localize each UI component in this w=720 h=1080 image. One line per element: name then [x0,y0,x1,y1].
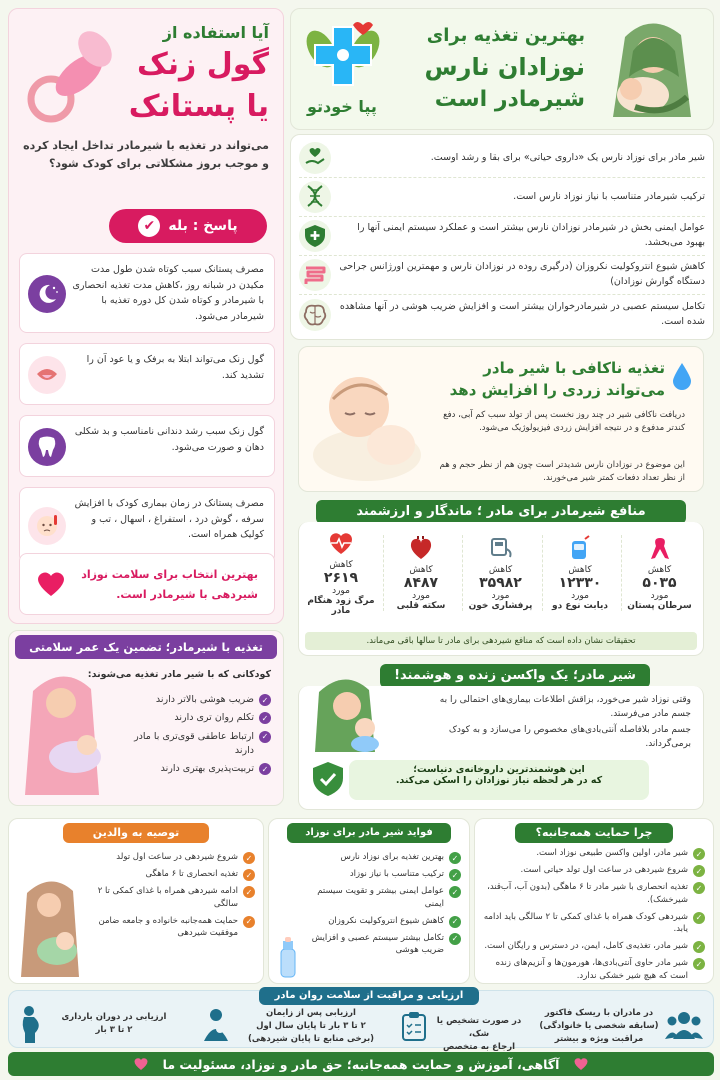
ribbon-icon [622,535,697,565]
stat-value: ۸۴۸۷ [403,575,439,591]
check-icon: ✓ [449,869,461,881]
check-list-text: شیر مادر، اولین واکسن طبیعی نوزاد است. [536,848,688,858]
check-list-item [121,711,271,725]
tooth-icon [28,428,66,466]
milk-bottle-icon [277,937,299,979]
check-list-item [309,868,461,881]
stat-item [303,530,379,616]
check-list-text: کاهش شیوع انتروکولیت نکروزان [328,915,444,926]
mother-baby-illustration [595,17,707,127]
stat-unit: مورد [571,591,589,601]
check-icon: ✓ [693,865,705,877]
check-list-item [483,881,705,907]
header-title-line3: شیرمادر است [434,87,585,112]
vaccine-paragraph-2: جسم مادر بلافاصله آنتی‌بادی‌های مخصوص را می‌سازد و به کودک برمی‌گرداند. [448,725,691,749]
heart-organ-icon [384,535,459,565]
mental-referral [429,1015,529,1053]
benefit-text: تکامل سیستم عصبی در شیرمادرخواران بیشتر است و افزایش ضریب هوشی در آنها مشاهده شده است. [339,300,705,327]
pacifier-icon [21,19,115,131]
pregnant-woman-icon [17,1005,45,1043]
stat-value: ۲۶۱۹ [323,570,359,586]
lifelong-intro: کودکانی که با شیر مادر تغذیه می‌شوند: [87,669,271,680]
mental-health-card [8,990,714,1052]
check-list-text: تکامل بیشتر سیستم عصبی و افزایش ضریب هوشی [311,932,444,956]
blood-pressure-icon [463,535,538,565]
hand-heart-icon [299,142,331,174]
mother-kiss-illustration [305,672,393,758]
stat-unit: مورد [412,591,430,601]
check-icon: ✓ [259,712,271,724]
check-list-item [309,851,461,864]
benefit-row [299,178,705,217]
postpartum-mother-icon [201,1007,231,1041]
benefits-list-card [290,134,714,340]
moon-stars-icon [28,275,66,313]
check-list-item [85,851,255,864]
check-icon: ✓ [693,941,705,953]
check-icon: ✓ [259,731,271,743]
stat-label: مرگ زود هنگام مادر [307,596,375,616]
check-list-item [483,911,705,937]
mental-postpartum-line2: ۲ تا ۳ بار تا پایان سال اول [256,1020,366,1031]
check-list-item [85,868,255,881]
check-icon: ✓ [243,886,255,898]
stat-prefix: کاهش [329,560,353,570]
mental-risk-line1: در مادران با ریسک فاکتور [544,1008,654,1018]
check-list-text: شروع شیردهی در ساعت اول تولد حیاتی است. [520,865,688,875]
check-list-item [483,864,705,877]
mental-referral-line2: ارجاع به متخصص [442,1041,516,1052]
jaundice-paragraph-1: دریافت ناکافی شیر در چند روز نخست پس از تولد سبب کم آبی، دفع کندتر مدفوع و در نتیجه افزایش زردی فیزیولوژیک می‌شود. [443,410,685,433]
mental-pregnancy-line2: ۲ تا ۳ بار [95,1024,133,1035]
parents-card [8,818,264,984]
glucometer-icon [543,535,618,565]
stat-value: ۵۰۳۵ [642,575,677,591]
header-card [290,8,714,130]
vaccine-card [298,686,704,810]
heartbeat-icon [303,530,379,560]
answer-pill [109,209,267,243]
stat-label: سرطان پستان [627,601,692,611]
pacifier-point [19,415,275,477]
logo-text: پپا خودتو [307,97,377,116]
mental-postpartum [233,1007,389,1045]
best-choice-box [19,553,275,615]
jaundice-card [298,346,704,492]
check-list-item [121,693,271,707]
check-icon: ✓ [259,763,271,775]
vaccine-quote [349,760,649,800]
mental-postpartum-line3: (برخی منابع تا پایان شیردهی) [247,1033,375,1044]
jaundice-title-line2: می‌تواند زردی را افزایش دهد [449,381,665,399]
check-list-text: شیردهی کودک همراه با غذای کمکی تا ۲ سالگی باید ادامه یابد. [483,911,688,935]
benefit-row [299,217,705,256]
best-choice-line2: شیردهی با شیرمادر است. [116,588,258,601]
check-list-item [121,730,271,759]
check-icon: ✓ [243,869,255,881]
pacifier-card [8,8,284,624]
check-list-item [309,885,461,911]
check-list-item [483,847,705,860]
check-icon: ✓ [693,912,705,924]
stat-item [462,535,538,611]
pacifier-question-text: می‌تواند در تغذیه با شیرمادر تداخل ایجاد کرده و موجب بروز مشکلاتی برای کودک شود؟ [23,139,269,171]
stats-banner: منافع شیرمادر برای مادر ؛ ماندگار و ارزشمند [316,500,686,524]
stat-label: پرفشاری خون [468,601,533,611]
benefit-text: ترکیب شیرمادر متناسب با نیاز نوزاد نارس است. [513,190,705,202]
stat-label: سکته قلبی [396,601,446,611]
benefit-text: شیر مادر برای نوزاد نارس یک «داروی حیاتی» برای بقا و رشد اوست. [430,151,705,163]
check-list-text: بهترین تغذیه برای نوزاد نارس [340,852,444,862]
check-icon: ✓ [449,886,461,898]
mother-child-illustration [13,871,87,981]
pacifier-point [19,487,275,563]
pacifier-question-title: آیا استفاده از [162,23,269,42]
check-list-item [309,932,461,958]
stat-prefix: کاهش [488,565,513,575]
check-list-text: تکلم روان تری دارند [174,712,254,724]
header-title-line2: نوزادان نارس [424,53,585,81]
stat-item [621,535,697,611]
mental-postpartum-line1: ارزیابی پس از زایمان [266,1008,356,1018]
benefits-baby-card [268,818,470,984]
check-list-text: ادامه شیردهی همراه با غذای کمکی تا ۲ سالگی [97,886,238,909]
footer-bar [8,1052,714,1076]
vaccine-paragraph-1: وقتی نوزاد شیر می‌خورد، بزاقش اطلاعات بیماری‌های احتمالی را به جسم مادر می‌فرستد. [439,695,691,719]
check-icon: ✓ [259,694,271,706]
stat-prefix: کاهش [647,565,672,575]
footer-heart-icon-right [573,1057,589,1071]
check-icon: ✓ [693,958,705,970]
mental-risk-line3: مراقبت ویژه و بیشتر [554,1033,644,1044]
check-list-text: شروع شیردهی در ساعت اول تولد [116,852,238,862]
check-list-item [85,885,255,911]
stat-value: ۱۲۳۳۰ [558,575,602,591]
sleeping-baby-illustration [307,359,425,485]
check-icon: ✓ [449,852,461,864]
benefit-row [299,256,705,295]
check-list-item [483,940,705,953]
check-icon: ✓ [449,916,461,928]
check-icon: ✓ [243,916,255,928]
lifelong-banner: تغذیه با شیرمادر؛ تضمین یک عمر سلامتی [15,635,277,659]
check-list-text: شیر مادر حاوی آنتی‌بادی‌ها، هورمون‌ها و آنزیم‌های زنده است که هیچ شیر خشکی ندارد. [495,958,688,981]
check-list-item [309,915,461,928]
check-list-text: تربیت‌پذیری بهتری دارند [160,763,254,774]
breastfeeding-mother-illustration [15,663,115,801]
benefit-text: عوامل ایمنی بخش در شیرمادر نوزادان نارس بیشتر است و عملکرد سیستم ایمنی آنها را بهبود می‌بخشد. [357,222,705,248]
check-list-text: ارتباط عاطفی قوی‌تری با مادر دارند [134,730,254,756]
benefit-row [299,139,705,178]
pacifier-point-text: مصرف پستانک در زمان بیماری کودک با افزایش سرفه ، گوش درد ، استفراغ ، اسهال ، تب و کولیک همراه است. [74,498,264,541]
mental-referral-line1: در صورت تشخیص یا شک، [436,1016,522,1039]
group-people-icon [665,1009,703,1039]
check-list-text: ترکیب متناسب با نیاز نوزاد [349,869,444,879]
mental-health-banner: ارزیابی و مراقبت از سلامت روان مادر [259,987,479,1005]
check-list-text: عوامل ایمنی بیشتر و تقویت سیستم ایمنی [317,886,444,909]
stats-note: تحقیقات نشان داده است که منافع شیردهی برای مادر تا سالها باقی می‌ماند. [305,632,697,650]
jaundice-paragraph-2: این موضوع در نوزادان نارس شدیدتر است چون هم از نظر حجم و هم از نظر تعداد دفعات کمتر شیر می‌خورند. [439,460,685,483]
check-icon: ✓ [449,933,461,945]
logo-cross-icon [305,19,381,93]
lifelong-card [8,630,284,806]
check-list-item [85,915,255,941]
clipboard-checklist-icon [401,1011,427,1041]
mental-risk [539,1007,659,1045]
pacifier-point-text: مصرف پستانک سبب کوتاه شدن طول مدت مکیدن در شبانه روز ،کاهش مدت تغذیه انحصاری با شیرمادر و کوتاه شدن کل دوره تغذیه با شیرمادر می‌شود. [72,264,264,323]
parents-banner: توصیه به والدین [63,823,209,843]
footer-text: آگاهی، آموزش و حمایت همه‌جانبه؛ حق مادر و نوزاد، مسئولیت ما [162,1056,560,1072]
sick-baby-icon [28,507,66,545]
why-banner: چرا حمایت همه‌جانبه؟ [515,823,673,843]
check-icon: ✓ [693,848,705,860]
check-icon: ✓ [243,852,255,864]
heart-icon [36,570,66,598]
stat-prefix: کاهش [409,565,433,575]
jaundice-title-line1: تغذیه ناکافی با شیر مادر [483,359,665,377]
shield-plus-icon [299,220,331,252]
stat-item [542,535,618,611]
footer-heart-icon-left [133,1057,149,1071]
benefits-baby-banner: فواید شیر مادر برای نوزاد [287,823,451,843]
check-list-text: حمایت همه‌جانبه خانواده و جامعه ضامن موفقیت شیردهی [98,915,238,939]
header-title-line1: بهترین تغذیه برای [426,25,585,46]
stats-card [298,522,704,656]
check-list-item [483,957,705,983]
water-drop-icon [671,361,693,391]
pacifier-point-text: گول زنک می‌تواند ابتلا به برفک و یا عود آن را تشدید کند. [86,354,264,381]
pacifier-big-title-2: یا پستانک [128,89,269,124]
dna-icon [299,181,331,213]
mouth-icon [28,356,66,394]
check-circle-icon: ✔ [138,215,160,237]
benefit-text: کاهش شیوع انتروکولیت نکروزان (درگیری روده در نوزادان نارس و مهمترین اورژانس جراحی دستگاه گوارش نوزادان) [339,261,705,287]
pacifier-point [19,253,275,333]
why-card [474,818,714,984]
stat-value: ۳۵۹۸۲ [479,575,522,591]
shield-check-icon [311,760,345,798]
pacifier-point-text: گول زنک سبب رشد دندانی نامناسب و بد شکلی دهان و صورت می‌شود. [74,426,264,453]
stat-item [383,535,459,611]
check-list-text: ضریب هوشی بالاتر دارند [155,694,254,705]
stat-unit: مورد [491,591,510,601]
stat-unit: مورد [332,586,350,596]
vaccine-quote-line2: که در هر لحظه نیاز نوزادان را اسکن می‌کند. [395,775,603,786]
check-list-item [121,762,271,776]
best-choice-line1: بهترین انتخاب برای سلامت نوزاد [81,568,258,581]
stat-unit: مورد [650,591,669,601]
stat-label: دیابت نوع دو [552,601,608,611]
vaccine-banner: شیر مادر؛ یک واکسن زنده و هوشمند! [380,664,650,688]
pacifier-point [19,343,275,405]
answer-text: پاسخ : بله [168,218,238,234]
mental-pregnancy-line1: ارزیابی در دوران بارداری [61,1012,167,1022]
benefit-row [299,295,705,334]
mental-pregnancy [49,1011,179,1037]
check-list-text: تغذیه انحصاری تا ۶ ماهگی [145,869,238,879]
mental-risk-line2: (سابقه شخصی یا خانوادگی) [539,1020,659,1031]
vaccine-quote-line1: این هوشمندترین داروخانه‌ی دنیاست؛ [413,764,585,775]
check-list-text: تغذیه انحصاری با شیر مادر تا ۶ ماهگی (بدون آب، آب‌قند، شیرخشک). [487,882,688,905]
intestine-icon [299,259,331,291]
check-icon: ✓ [693,882,705,894]
brain-icon [299,299,331,331]
pacifier-big-title-1: گول زنک [137,47,269,82]
stat-prefix: کاهش [568,565,592,575]
check-list-text: شیر مادر، تغذیه‌ی کامل، ایمن، در دسترس و رایگان است. [484,941,688,951]
